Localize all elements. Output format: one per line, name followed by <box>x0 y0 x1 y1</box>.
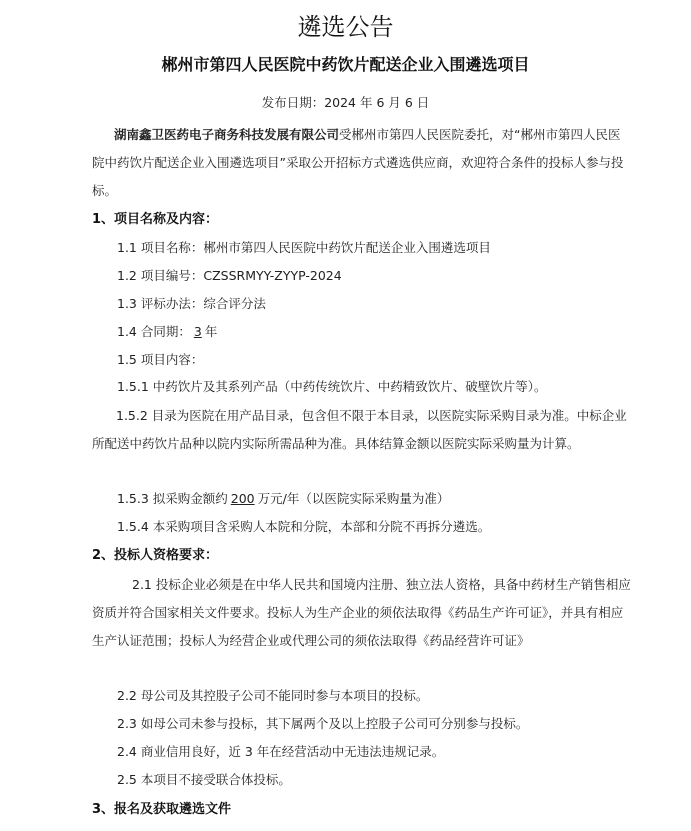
publish-date: 发布日期：2024 年 6 月 6 日 <box>261 95 430 110</box>
item-2-3: 2.3 如母公司未参与投标，其下属两个及以上控股子公司可分别参与投标。 <box>117 716 529 731</box>
intro-text: 受郴州市第四人民医院委托，对“郴州市第四人民医院中药饮片配送企业入围遴选项目”采取公开招标方式遴选供应商，欢迎符合条件的投标人参与投标。 <box>92 127 624 198</box>
contract-years: 3 <box>193 324 202 339</box>
item-1-4-unit: 年 <box>204 324 218 339</box>
item-1-5: 1.5 项目内容： <box>117 352 204 367</box>
item-1-5-4: 1.5.4 本采购项目含采购人本院和分院，本部和分院不再拆分遴选。 <box>117 519 491 534</box>
intro-paragraph <box>92 121 632 205</box>
item-1-5-3-unit: 万元/年（以医院实际采购量为准） <box>257 491 450 506</box>
purchase-amount: 200 <box>230 491 255 506</box>
section-3-heading: 3、报名及获取遴选文件 <box>92 802 232 817</box>
item-1-2: 1.2 项目编号：CZSSRMYY-ZYYP-2024 <box>117 268 342 283</box>
item-1-5-3-label: 1.5.3 拟采购金额约 <box>117 491 228 506</box>
item-1-1: 1.1 项目名称：郴州市第四人民医院中药饮片配送企业入围遴选项目 <box>117 240 491 255</box>
item-2-5: 2.5 本项目不接受联合体投标。 <box>117 772 291 787</box>
item-1-5-1: 1.5.1 中药饮片及其系列产品（中药传统饮片、中药精致饮片、破壁饮片等）。 <box>117 379 547 394</box>
doc-title: 遴选公告 <box>297 13 394 41</box>
item-1-4 <box>117 322 217 342</box>
item-2-1: 2.1 投标企业必须是在中华人民共和国境内注册、独立法人资格，具备中药材生产销售相应资质并符合国家相关文件要求。投标人为生产企业的须依法取得《药品生产许可证》，并具有相应生产认证范围；投标人为经营企业或代理公司的须依法取得《药品经营许可证》 <box>92 577 631 648</box>
item-1-3: 1.3 评标办法：综合评分法 <box>117 296 266 311</box>
item-1-5-2: 1.5.2 目录为医院在用产品目录，包含但不限于本目录，以医院实际采购目录为准。中标企业所配送中药饮片品种以院内实际所需品种为准。具体结算金额以医院实际采购量为计算。 <box>92 408 627 451</box>
item-2-2: 2.2 母公司及其控股子公司不能同时参与本项目的投标。 <box>117 688 429 703</box>
section-1-heading: 1、项目名称及内容： <box>92 212 219 227</box>
intro-organization: 湖南鑫卫医药电子商务科技发展有限公司 <box>114 127 340 142</box>
doc-subtitle: 郴州市第四人民医院中药饮片配送企业入围遴选项目 <box>161 55 530 74</box>
item-1-4-label: 1.4 合同期： <box>117 324 191 339</box>
section-2-heading: 2、投标人资格要求： <box>92 548 219 563</box>
item-1-5-3 <box>117 489 449 509</box>
item-2-4: 2.4 商业信用良好，近 3 年在经营活动中无违法违规记录。 <box>117 744 445 759</box>
